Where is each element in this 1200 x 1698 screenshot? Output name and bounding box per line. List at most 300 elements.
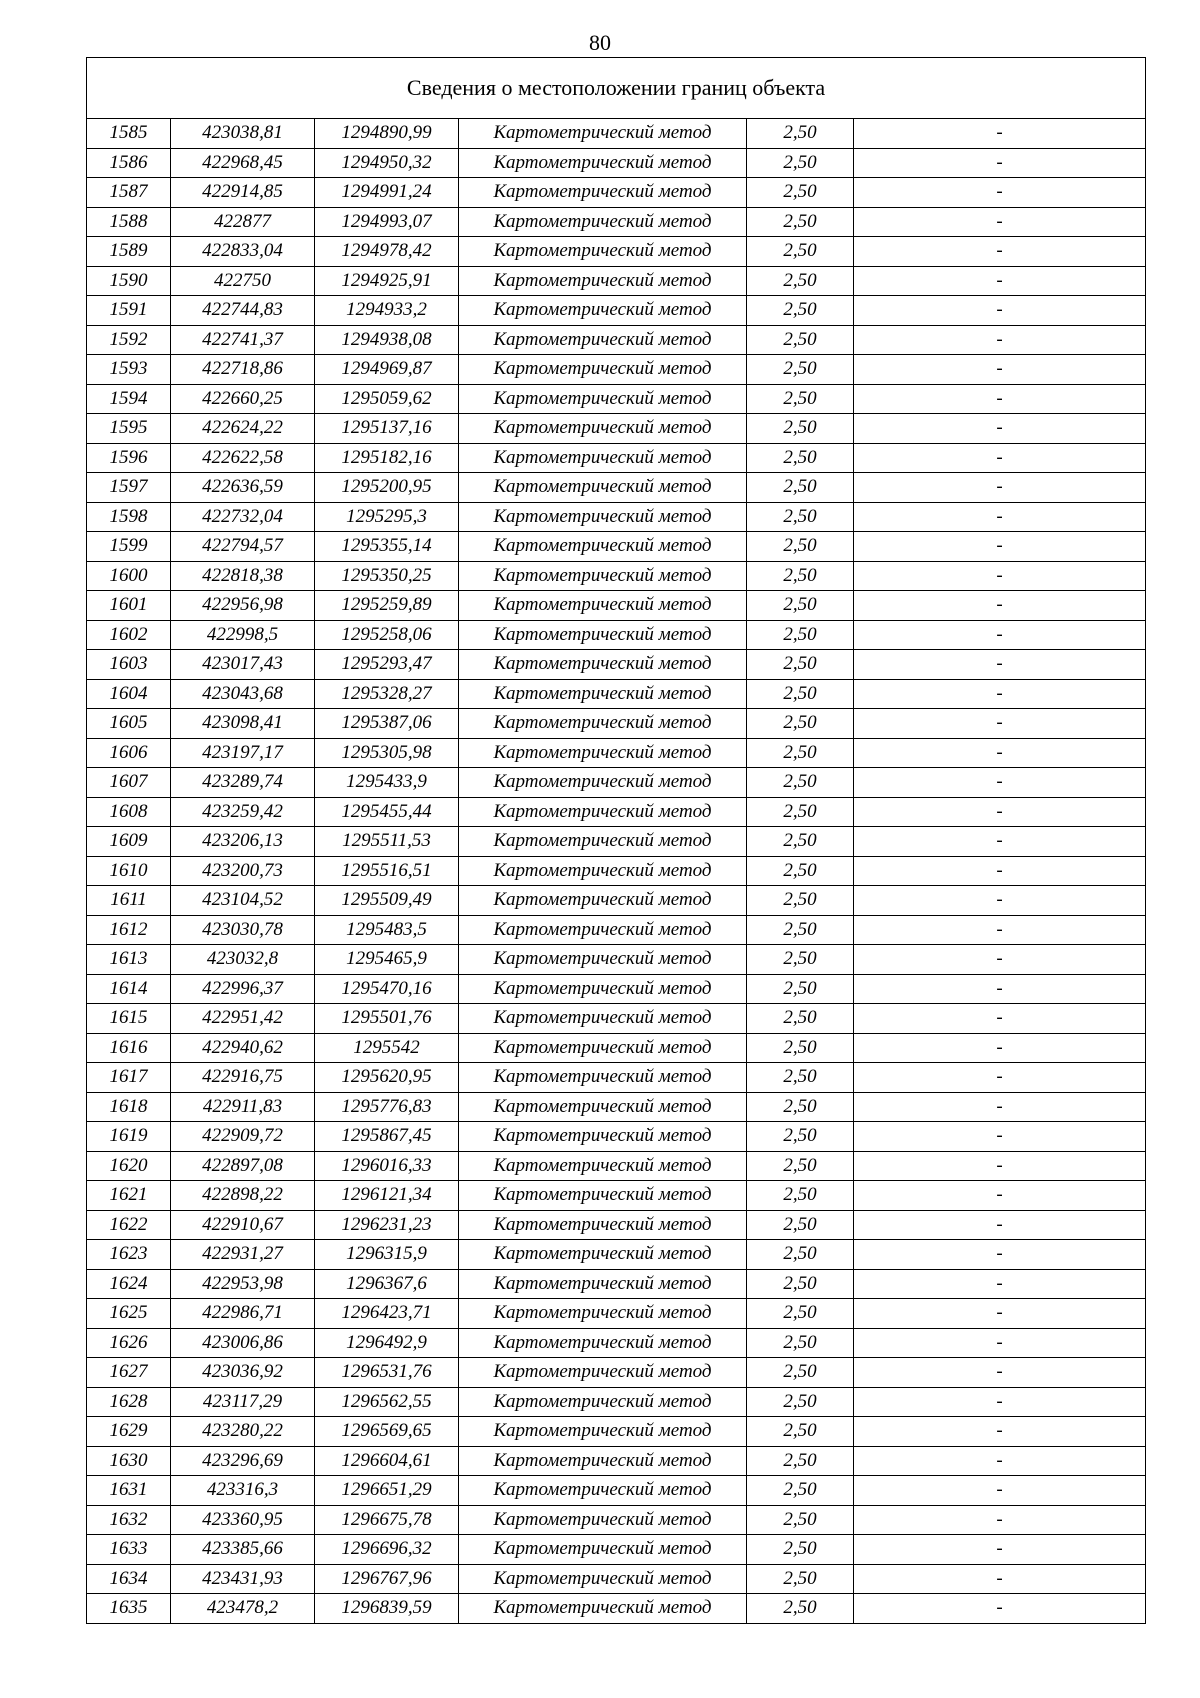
x-coordinate-cell: 422956,98 [171, 591, 315, 621]
x-coordinate-cell: 423385,66 [171, 1535, 315, 1565]
description-cell: - [854, 561, 1146, 591]
table-row [87, 1240, 1146, 1270]
y-coordinate-cell: 1296531,76 [315, 1358, 459, 1388]
y-coordinate-cell: 1296562,55 [315, 1387, 459, 1417]
table-row [87, 1328, 1146, 1358]
y-coordinate-cell: 1295470,16 [315, 974, 459, 1004]
page-number: 80 [589, 30, 611, 55]
point-number-cell: 1602 [87, 620, 171, 650]
y-coordinate-cell: 1294991,24 [315, 178, 459, 208]
description-cell: - [854, 355, 1146, 385]
point-number-cell: 1604 [87, 679, 171, 709]
accuracy-cell: 2,50 [747, 620, 854, 650]
point-number-cell: 1600 [87, 561, 171, 591]
x-coordinate-cell: 423478,2 [171, 1594, 315, 1624]
x-coordinate-cell: 422940,62 [171, 1033, 315, 1063]
point-number-cell: 1585 [87, 119, 171, 149]
table-row [87, 768, 1146, 798]
table-row [87, 325, 1146, 355]
accuracy-cell: 2,50 [747, 827, 854, 857]
description-cell: - [854, 148, 1146, 178]
point-number-cell: 1628 [87, 1387, 171, 1417]
y-coordinate-cell: 1296423,71 [315, 1299, 459, 1329]
y-coordinate-cell: 1296839,59 [315, 1594, 459, 1624]
x-coordinate-cell: 422986,71 [171, 1299, 315, 1329]
point-number-cell: 1618 [87, 1092, 171, 1122]
point-number-cell: 1591 [87, 296, 171, 326]
accuracy-cell: 2,50 [747, 237, 854, 267]
table-row [87, 473, 1146, 503]
y-coordinate-cell: 1295509,49 [315, 886, 459, 916]
x-coordinate-cell: 423032,8 [171, 945, 315, 975]
description-cell: - [854, 1181, 1146, 1211]
description-cell: - [854, 1417, 1146, 1447]
accuracy-cell: 2,50 [747, 148, 854, 178]
table-row [87, 207, 1146, 237]
x-coordinate-cell: 423259,42 [171, 797, 315, 827]
description-cell: - [854, 1033, 1146, 1063]
point-number-cell: 1621 [87, 1181, 171, 1211]
method-cell: Картометрический метод [459, 1210, 747, 1240]
y-coordinate-cell: 1296675,78 [315, 1505, 459, 1535]
x-coordinate-cell: 422833,04 [171, 237, 315, 267]
point-number-cell: 1617 [87, 1063, 171, 1093]
point-number-cell: 1595 [87, 414, 171, 444]
method-cell: Картометрический метод [459, 502, 747, 532]
table-row [87, 384, 1146, 414]
description-cell: - [854, 797, 1146, 827]
table-row [87, 414, 1146, 444]
x-coordinate-cell: 422910,67 [171, 1210, 315, 1240]
point-number-cell: 1608 [87, 797, 171, 827]
accuracy-cell: 2,50 [747, 502, 854, 532]
y-coordinate-cell: 1296367,6 [315, 1269, 459, 1299]
accuracy-cell: 2,50 [747, 797, 854, 827]
accuracy-cell: 2,50 [747, 1299, 854, 1329]
table-row [87, 266, 1146, 296]
accuracy-cell: 2,50 [747, 1269, 854, 1299]
accuracy-cell: 2,50 [747, 1446, 854, 1476]
accuracy-cell: 2,50 [747, 1417, 854, 1447]
point-number-cell: 1597 [87, 473, 171, 503]
x-coordinate-cell: 423030,78 [171, 915, 315, 945]
accuracy-cell: 2,50 [747, 1535, 854, 1565]
method-cell: Картометрический метод [459, 1151, 747, 1181]
y-coordinate-cell: 1295258,06 [315, 620, 459, 650]
method-cell: Картометрический метод [459, 443, 747, 473]
table-row [87, 1594, 1146, 1624]
description-cell: - [854, 414, 1146, 444]
point-number-cell: 1594 [87, 384, 171, 414]
table-row [87, 1269, 1146, 1299]
table-row [87, 1387, 1146, 1417]
table-row [87, 502, 1146, 532]
table-row [87, 915, 1146, 945]
method-cell: Картометрический метод [459, 1299, 747, 1329]
table-row [87, 650, 1146, 680]
description-cell: - [854, 827, 1146, 857]
point-number-cell: 1610 [87, 856, 171, 886]
description-cell: - [854, 915, 1146, 945]
x-coordinate-cell: 422953,98 [171, 1269, 315, 1299]
description-cell: - [854, 856, 1146, 886]
point-number-cell: 1601 [87, 591, 171, 621]
method-cell: Картометрический метод [459, 296, 747, 326]
accuracy-cell: 2,50 [747, 1505, 854, 1535]
accuracy-cell: 2,50 [747, 738, 854, 768]
description-cell: - [854, 709, 1146, 739]
method-cell: Картометрический метод [459, 1240, 747, 1270]
method-cell: Картометрический метод [459, 1004, 747, 1034]
accuracy-cell: 2,50 [747, 886, 854, 916]
y-coordinate-cell: 1296569,65 [315, 1417, 459, 1447]
y-coordinate-cell: 1296231,23 [315, 1210, 459, 1240]
method-cell: Картометрический метод [459, 1181, 747, 1211]
point-number-cell: 1635 [87, 1594, 171, 1624]
accuracy-cell: 2,50 [747, 856, 854, 886]
y-coordinate-cell: 1296492,9 [315, 1328, 459, 1358]
y-coordinate-cell: 1296696,32 [315, 1535, 459, 1565]
accuracy-cell: 2,50 [747, 207, 854, 237]
point-number-cell: 1587 [87, 178, 171, 208]
accuracy-cell: 2,50 [747, 296, 854, 326]
accuracy-cell: 2,50 [747, 561, 854, 591]
method-cell: Картометрический метод [459, 119, 747, 149]
accuracy-cell: 2,50 [747, 679, 854, 709]
method-cell: Картометрический метод [459, 1387, 747, 1417]
table-row [87, 355, 1146, 385]
point-number-cell: 1622 [87, 1210, 171, 1240]
x-coordinate-cell: 422794,57 [171, 532, 315, 562]
accuracy-cell: 2,50 [747, 709, 854, 739]
table-row [87, 1210, 1146, 1240]
point-number-cell: 1605 [87, 709, 171, 739]
description-cell: - [854, 1476, 1146, 1506]
point-number-cell: 1612 [87, 915, 171, 945]
description-cell: - [854, 1535, 1146, 1565]
method-cell: Картометрический метод [459, 473, 747, 503]
point-number-cell: 1588 [87, 207, 171, 237]
x-coordinate-cell: 423296,69 [171, 1446, 315, 1476]
description-cell: - [854, 1004, 1146, 1034]
y-coordinate-cell: 1295387,06 [315, 709, 459, 739]
y-coordinate-cell: 1295328,27 [315, 679, 459, 709]
description-cell: - [854, 237, 1146, 267]
y-coordinate-cell: 1294950,32 [315, 148, 459, 178]
method-cell: Картометрический метод [459, 1328, 747, 1358]
y-coordinate-cell: 1295516,51 [315, 856, 459, 886]
accuracy-cell: 2,50 [747, 266, 854, 296]
x-coordinate-cell: 423200,73 [171, 856, 315, 886]
y-coordinate-cell: 1296604,61 [315, 1446, 459, 1476]
description-cell: - [854, 974, 1146, 1004]
accuracy-cell: 2,50 [747, 1033, 854, 1063]
description-cell: - [854, 1151, 1146, 1181]
accuracy-cell: 2,50 [747, 1594, 854, 1624]
x-coordinate-cell: 422911,83 [171, 1092, 315, 1122]
method-cell: Картометрический метод [459, 532, 747, 562]
description-cell: - [854, 886, 1146, 916]
method-cell: Картометрический метод [459, 1476, 747, 1506]
method-cell: Картометрический метод [459, 856, 747, 886]
point-number-cell: 1626 [87, 1328, 171, 1358]
accuracy-cell: 2,50 [747, 1387, 854, 1417]
boundary-coordinates-table [86, 57, 1146, 1624]
accuracy-cell: 2,50 [747, 443, 854, 473]
point-number-cell: 1614 [87, 974, 171, 1004]
accuracy-cell: 2,50 [747, 1564, 854, 1594]
x-coordinate-cell: 423104,52 [171, 886, 315, 916]
accuracy-cell: 2,50 [747, 915, 854, 945]
method-cell: Картометрический метод [459, 325, 747, 355]
y-coordinate-cell: 1295293,47 [315, 650, 459, 680]
x-coordinate-cell: 423316,3 [171, 1476, 315, 1506]
x-coordinate-cell: 422660,25 [171, 384, 315, 414]
x-coordinate-cell: 423017,43 [171, 650, 315, 680]
table-title-row [87, 58, 1146, 119]
method-cell: Картометрический метод [459, 797, 747, 827]
method-cell: Картометрический метод [459, 886, 747, 916]
y-coordinate-cell: 1295350,25 [315, 561, 459, 591]
method-cell: Картометрический метод [459, 178, 747, 208]
table-row [87, 1299, 1146, 1329]
description-cell: - [854, 738, 1146, 768]
y-coordinate-cell: 1296016,33 [315, 1151, 459, 1181]
x-coordinate-cell: 422998,5 [171, 620, 315, 650]
x-coordinate-cell: 422951,42 [171, 1004, 315, 1034]
description-cell: - [854, 768, 1146, 798]
method-cell: Картометрический метод [459, 1358, 747, 1388]
point-number-cell: 1634 [87, 1564, 171, 1594]
description-cell: - [854, 532, 1146, 562]
method-cell: Картометрический метод [459, 827, 747, 857]
table-row [87, 443, 1146, 473]
y-coordinate-cell: 1294993,07 [315, 207, 459, 237]
y-coordinate-cell: 1295511,53 [315, 827, 459, 857]
accuracy-cell: 2,50 [747, 1004, 854, 1034]
description-cell: - [854, 207, 1146, 237]
point-number-cell: 1620 [87, 1151, 171, 1181]
x-coordinate-cell: 422818,38 [171, 561, 315, 591]
point-number-cell: 1623 [87, 1240, 171, 1270]
y-coordinate-cell: 1294969,87 [315, 355, 459, 385]
x-coordinate-cell: 423280,22 [171, 1417, 315, 1447]
description-cell: - [854, 1505, 1146, 1535]
method-cell: Картометрический метод [459, 1122, 747, 1152]
y-coordinate-cell: 1295433,9 [315, 768, 459, 798]
point-number-cell: 1596 [87, 443, 171, 473]
accuracy-cell: 2,50 [747, 1122, 854, 1152]
description-cell: - [854, 620, 1146, 650]
table-row [87, 532, 1146, 562]
accuracy-cell: 2,50 [747, 119, 854, 149]
method-cell: Картометрический метод [459, 650, 747, 680]
accuracy-cell: 2,50 [747, 532, 854, 562]
x-coordinate-cell: 423360,95 [171, 1505, 315, 1535]
description-cell: - [854, 1564, 1146, 1594]
accuracy-cell: 2,50 [747, 768, 854, 798]
description-cell: - [854, 178, 1146, 208]
table-row [87, 620, 1146, 650]
point-number-cell: 1615 [87, 1004, 171, 1034]
accuracy-cell: 2,50 [747, 591, 854, 621]
y-coordinate-cell: 1295137,16 [315, 414, 459, 444]
table-row [87, 1564, 1146, 1594]
description-cell: - [854, 266, 1146, 296]
x-coordinate-cell: 422916,75 [171, 1063, 315, 1093]
method-cell: Картометрический метод [459, 1092, 747, 1122]
method-cell: Картометрический метод [459, 1594, 747, 1624]
table-row [87, 178, 1146, 208]
method-cell: Картометрический метод [459, 561, 747, 591]
method-cell: Картометрический метод [459, 266, 747, 296]
description-cell: - [854, 591, 1146, 621]
x-coordinate-cell: 422624,22 [171, 414, 315, 444]
y-coordinate-cell: 1296315,9 [315, 1240, 459, 1270]
point-number-cell: 1599 [87, 532, 171, 562]
method-cell: Картометрический метод [459, 1505, 747, 1535]
x-coordinate-cell: 423431,93 [171, 1564, 315, 1594]
y-coordinate-cell: 1295776,83 [315, 1092, 459, 1122]
table-row [87, 561, 1146, 591]
table-row [87, 1004, 1146, 1034]
point-number-cell: 1619 [87, 1122, 171, 1152]
x-coordinate-cell: 423289,74 [171, 768, 315, 798]
y-coordinate-cell: 1295465,9 [315, 945, 459, 975]
method-cell: Картометрический метод [459, 738, 747, 768]
table-row [87, 1505, 1146, 1535]
y-coordinate-cell: 1295200,95 [315, 473, 459, 503]
description-cell: - [854, 384, 1146, 414]
description-cell: - [854, 1122, 1146, 1152]
point-number-cell: 1624 [87, 1269, 171, 1299]
method-cell: Картометрический метод [459, 620, 747, 650]
accuracy-cell: 2,50 [747, 1358, 854, 1388]
x-coordinate-cell: 423197,17 [171, 738, 315, 768]
x-coordinate-cell: 422897,08 [171, 1151, 315, 1181]
description-cell: - [854, 296, 1146, 326]
method-cell: Картометрический метод [459, 709, 747, 739]
table-row [87, 148, 1146, 178]
x-coordinate-cell: 422931,27 [171, 1240, 315, 1270]
method-cell: Картометрический метод [459, 915, 747, 945]
table-row [87, 1063, 1146, 1093]
accuracy-cell: 2,50 [747, 1328, 854, 1358]
point-number-cell: 1603 [87, 650, 171, 680]
accuracy-cell: 2,50 [747, 1210, 854, 1240]
y-coordinate-cell: 1294938,08 [315, 325, 459, 355]
table-row [87, 709, 1146, 739]
method-cell: Картометрический метод [459, 768, 747, 798]
point-number-cell: 1586 [87, 148, 171, 178]
table-row [87, 1358, 1146, 1388]
method-cell: Картометрический метод [459, 414, 747, 444]
accuracy-cell: 2,50 [747, 945, 854, 975]
description-cell: - [854, 1358, 1146, 1388]
accuracy-cell: 2,50 [747, 325, 854, 355]
description-cell: - [854, 1387, 1146, 1417]
accuracy-cell: 2,50 [747, 414, 854, 444]
accuracy-cell: 2,50 [747, 1151, 854, 1181]
point-number-cell: 1609 [87, 827, 171, 857]
x-coordinate-cell: 422898,22 [171, 1181, 315, 1211]
accuracy-cell: 2,50 [747, 1240, 854, 1270]
table-row [87, 974, 1146, 1004]
table-row [87, 1535, 1146, 1565]
accuracy-cell: 2,50 [747, 473, 854, 503]
x-coordinate-cell: 422914,85 [171, 178, 315, 208]
description-cell: - [854, 473, 1146, 503]
x-coordinate-cell: 423206,13 [171, 827, 315, 857]
y-coordinate-cell: 1295305,98 [315, 738, 459, 768]
point-number-cell: 1627 [87, 1358, 171, 1388]
y-coordinate-cell: 1295620,95 [315, 1063, 459, 1093]
x-coordinate-cell: 423038,81 [171, 119, 315, 149]
method-cell: Картометрический метод [459, 945, 747, 975]
x-coordinate-cell: 422636,59 [171, 473, 315, 503]
point-number-cell: 1589 [87, 237, 171, 267]
method-cell: Картометрический метод [459, 591, 747, 621]
method-cell: Картометрический метод [459, 1033, 747, 1063]
accuracy-cell: 2,50 [747, 1092, 854, 1122]
y-coordinate-cell: 1294933,2 [315, 296, 459, 326]
point-number-cell: 1629 [87, 1417, 171, 1447]
method-cell: Картометрический метод [459, 148, 747, 178]
description-cell: - [854, 443, 1146, 473]
x-coordinate-cell: 422968,45 [171, 148, 315, 178]
x-coordinate-cell: 423036,92 [171, 1358, 315, 1388]
point-number-cell: 1592 [87, 325, 171, 355]
table-row [87, 1417, 1146, 1447]
y-coordinate-cell: 1295059,62 [315, 384, 459, 414]
point-number-cell: 1607 [87, 768, 171, 798]
y-coordinate-cell: 1295483,5 [315, 915, 459, 945]
table-row [87, 591, 1146, 621]
x-coordinate-cell: 423006,86 [171, 1328, 315, 1358]
accuracy-cell: 2,50 [747, 650, 854, 680]
method-cell: Картометрический метод [459, 1063, 747, 1093]
method-cell: Картометрический метод [459, 1269, 747, 1299]
description-cell: - [854, 119, 1146, 149]
x-coordinate-cell: 422744,83 [171, 296, 315, 326]
description-cell: - [854, 1269, 1146, 1299]
point-number-cell: 1590 [87, 266, 171, 296]
method-cell: Картометрический метод [459, 974, 747, 1004]
point-number-cell: 1631 [87, 1476, 171, 1506]
description-cell: - [854, 650, 1146, 680]
table-row [87, 1122, 1146, 1152]
x-coordinate-cell: 422622,58 [171, 443, 315, 473]
table-title: Сведения о местоположении границ объекта [87, 58, 1146, 119]
y-coordinate-cell: 1296767,96 [315, 1564, 459, 1594]
table-row [87, 1033, 1146, 1063]
method-cell: Картометрический метод [459, 207, 747, 237]
table-row [87, 1476, 1146, 1506]
y-coordinate-cell: 1295542 [315, 1033, 459, 1063]
method-cell: Картометрический метод [459, 1564, 747, 1594]
accuracy-cell: 2,50 [747, 1063, 854, 1093]
point-number-cell: 1625 [87, 1299, 171, 1329]
y-coordinate-cell: 1295501,76 [315, 1004, 459, 1034]
table-row [87, 296, 1146, 326]
x-coordinate-cell: 422996,37 [171, 974, 315, 1004]
description-cell: - [854, 1328, 1146, 1358]
description-cell: - [854, 1446, 1146, 1476]
method-cell: Картометрический метод [459, 355, 747, 385]
x-coordinate-cell: 422741,37 [171, 325, 315, 355]
point-number-cell: 1611 [87, 886, 171, 916]
table-row [87, 1181, 1146, 1211]
